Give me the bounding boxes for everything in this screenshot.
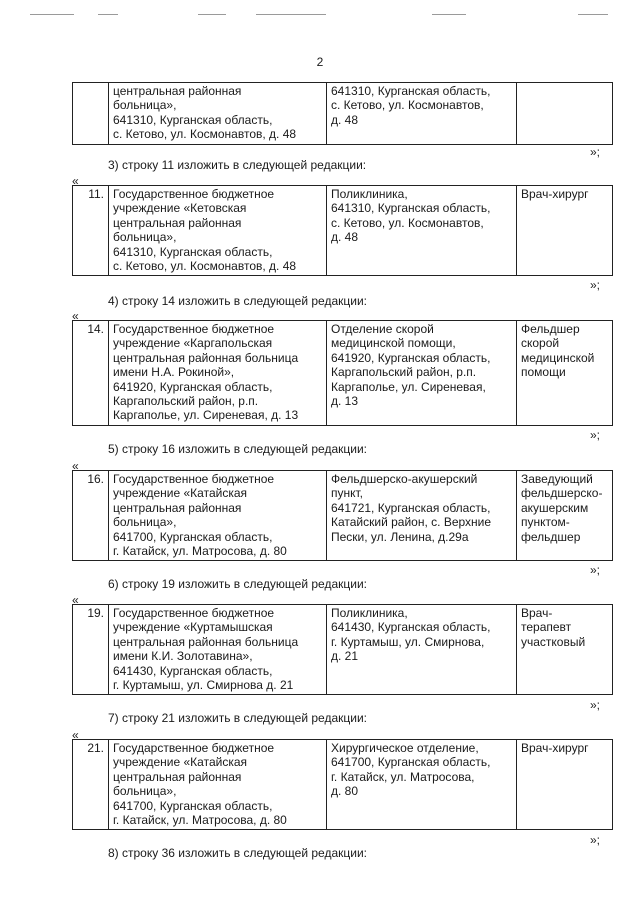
row-number: 14. xyxy=(73,321,109,426)
position-line: Врач-хирург xyxy=(521,741,589,755)
page-number: 2 xyxy=(316,55,324,69)
place-line: 641430, Курганская область, xyxy=(331,620,491,635)
instruction-text: 8) строку 36 изложить в следующей редакции: xyxy=(108,846,368,860)
place-cell xyxy=(327,321,517,426)
place-line: д. 48 xyxy=(331,112,359,127)
org-line: Государственное бюджетное xyxy=(113,606,275,620)
row-number xyxy=(73,83,109,145)
org-line: Государственное бюджетное xyxy=(113,187,275,201)
row-number: 19. xyxy=(73,605,109,695)
scan-header-marks xyxy=(0,14,640,18)
closing-quote: »; xyxy=(589,428,600,442)
position-line: участковый xyxy=(521,634,586,649)
position-line: фельдшерско- xyxy=(521,486,603,501)
closing-quote: »; xyxy=(589,145,600,159)
position-line: акушерским xyxy=(521,500,589,515)
org-line: имени Н.А. Рокиной», xyxy=(113,365,235,380)
position-cell xyxy=(517,83,613,145)
place-line: пункт, xyxy=(331,486,364,501)
org-line: центральная районная больница xyxy=(113,634,299,649)
place-cell xyxy=(327,740,517,830)
org-line: с. Кетово, ул. Космонавтов, д. 48 xyxy=(113,127,297,142)
position-line: скорой xyxy=(521,336,560,351)
org-line: центральная районная xyxy=(113,84,242,98)
org-line: 641430, Курганская область, xyxy=(113,663,273,678)
place-line: Каргапольский район, р.п. xyxy=(331,365,477,380)
opening-quote: « xyxy=(72,174,79,188)
place-line: д. 48 xyxy=(331,230,359,245)
place-line: Катайский район, с. Верхние xyxy=(331,515,492,530)
place-line: Пески, ул. Ленина, д.29а xyxy=(331,529,469,544)
place-line: 641700, Курганская область, xyxy=(331,755,491,770)
table-row xyxy=(72,739,613,830)
place-cell xyxy=(327,186,517,276)
position-line: Врач- xyxy=(521,606,553,620)
position-line: фельдшер xyxy=(521,529,581,544)
org-line: Государственное бюджетное xyxy=(113,741,275,755)
instruction-text: 7) строку 21 изложить в следующей редакции: xyxy=(108,711,368,725)
place-line: Поликлиника, xyxy=(331,606,408,620)
place-line: Поликлиника, xyxy=(331,187,408,201)
org-line: 641920, Курганская область, xyxy=(113,379,273,394)
place-line: д. 13 xyxy=(331,394,359,409)
place-line: 641310, Курганская область, xyxy=(331,201,491,216)
org-line: с. Кетово, ул. Космонавтов, д. 48 xyxy=(113,259,297,274)
closing-quote: »; xyxy=(589,698,600,712)
org-line: 641700, Курганская область, xyxy=(113,798,273,813)
place-line: 641721, Курганская область, xyxy=(331,500,491,515)
closing-quote: »; xyxy=(589,278,600,292)
place-line: с. Кетово, ул. Космонавтов, xyxy=(331,98,484,113)
table-row xyxy=(72,604,613,695)
org-cell xyxy=(109,186,327,276)
instruction-text: 6) строку 19 изложить в следующей редакции: xyxy=(108,577,368,591)
org-line: учреждение «Каргапольская xyxy=(113,336,273,351)
org-line: г. Катайск, ул. Матросова, д. 80 xyxy=(113,544,287,559)
org-line: центральная районная xyxy=(113,769,242,784)
org-line: учреждение «Куртамышская xyxy=(113,620,273,635)
org-line: учреждение «Катайская xyxy=(113,755,248,770)
position-cell xyxy=(517,471,613,561)
org-line: Каргаполье, ул. Сиреневая, д. 13 xyxy=(113,408,299,423)
org-cell xyxy=(109,83,327,145)
org-line: больница», xyxy=(113,784,177,799)
org-line: больница», xyxy=(113,515,177,530)
row-number: 21. xyxy=(73,740,109,830)
place-line: д. 21 xyxy=(331,649,359,664)
org-line: Государственное бюджетное xyxy=(113,322,275,336)
org-line: имени К.И. Золотавина», xyxy=(113,649,253,664)
org-cell xyxy=(109,471,327,561)
org-line: 641310, Курганская область, xyxy=(113,112,273,127)
org-line: больница», xyxy=(113,230,177,245)
opening-quote: « xyxy=(72,309,79,323)
org-line: 641700, Курганская область, xyxy=(113,529,273,544)
position-line: помощи xyxy=(521,365,566,380)
row-number: 11. xyxy=(73,186,109,276)
place-cell xyxy=(327,471,517,561)
instruction-text: 5) строку 16 изложить в следующей редакции: xyxy=(108,442,368,456)
opening-quote: « xyxy=(72,593,79,607)
place-line: Фельдшерско-акушерский xyxy=(331,472,478,486)
position-line: терапевт xyxy=(521,620,572,635)
position-cell xyxy=(517,186,613,276)
position-cell xyxy=(517,605,613,695)
table-row xyxy=(72,185,613,276)
opening-quote: « xyxy=(72,728,79,742)
closing-quote: »; xyxy=(589,833,600,847)
place-line: с. Кетово, ул. Космонавтов, xyxy=(331,215,484,230)
row-number: 16. xyxy=(73,471,109,561)
place-cell xyxy=(327,605,517,695)
org-line: 641310, Курганская область, xyxy=(113,244,273,259)
place-line: г. Катайск, ул. Матросова, xyxy=(331,769,475,784)
place-line: 641310, Курганская область, xyxy=(331,84,491,98)
instruction-text: 4) строку 14 изложить в следующей редакции: xyxy=(108,294,368,308)
place-line: Отделение скорой xyxy=(331,322,434,336)
position-line: медицинской xyxy=(521,350,595,365)
org-line: г. Катайск, ул. Матросова, д. 80 xyxy=(113,813,287,828)
table-row xyxy=(72,470,613,561)
place-cell xyxy=(327,83,517,145)
org-line: учреждение «Кетовская xyxy=(113,201,247,216)
place-line: 641920, Курганская область, xyxy=(331,350,491,365)
position-line: Заведующий xyxy=(521,472,593,486)
org-cell xyxy=(109,605,327,695)
org-line: Государственное бюджетное xyxy=(113,472,275,486)
position-cell xyxy=(517,740,613,830)
position-line: Фельдшер xyxy=(521,322,580,336)
table-row-continued xyxy=(72,82,613,145)
position-cell xyxy=(517,321,613,426)
place-line: Хирургическое отделение, xyxy=(331,741,479,755)
org-line: г. Куртамыш, ул. Смирнова д. 21 xyxy=(113,678,294,693)
place-line: д. 80 xyxy=(331,784,359,799)
org-line: учреждение «Катайская xyxy=(113,486,248,501)
org-line: центральная районная больница xyxy=(113,350,299,365)
org-cell xyxy=(109,740,327,830)
org-line: центральная районная xyxy=(113,500,242,515)
table-row xyxy=(72,320,613,426)
closing-quote: »; xyxy=(589,563,600,577)
place-line: медицинской помощи, xyxy=(331,336,456,351)
opening-quote: « xyxy=(72,459,79,473)
org-line: больница», xyxy=(113,98,177,113)
org-line: центральная районная xyxy=(113,215,242,230)
org-cell xyxy=(109,321,327,426)
instruction-text: 3) строку 11 изложить в следующей редакции: xyxy=(108,158,367,172)
place-line: Каргаполье, ул. Сиреневая, xyxy=(331,379,486,394)
place-line: г. Куртамыш, ул. Смирнова, xyxy=(331,634,485,649)
position-line: Врач-хирург xyxy=(521,187,589,201)
position-line: пунктом- xyxy=(521,515,570,530)
org-line: Каргапольский район, р.п. xyxy=(113,394,259,409)
